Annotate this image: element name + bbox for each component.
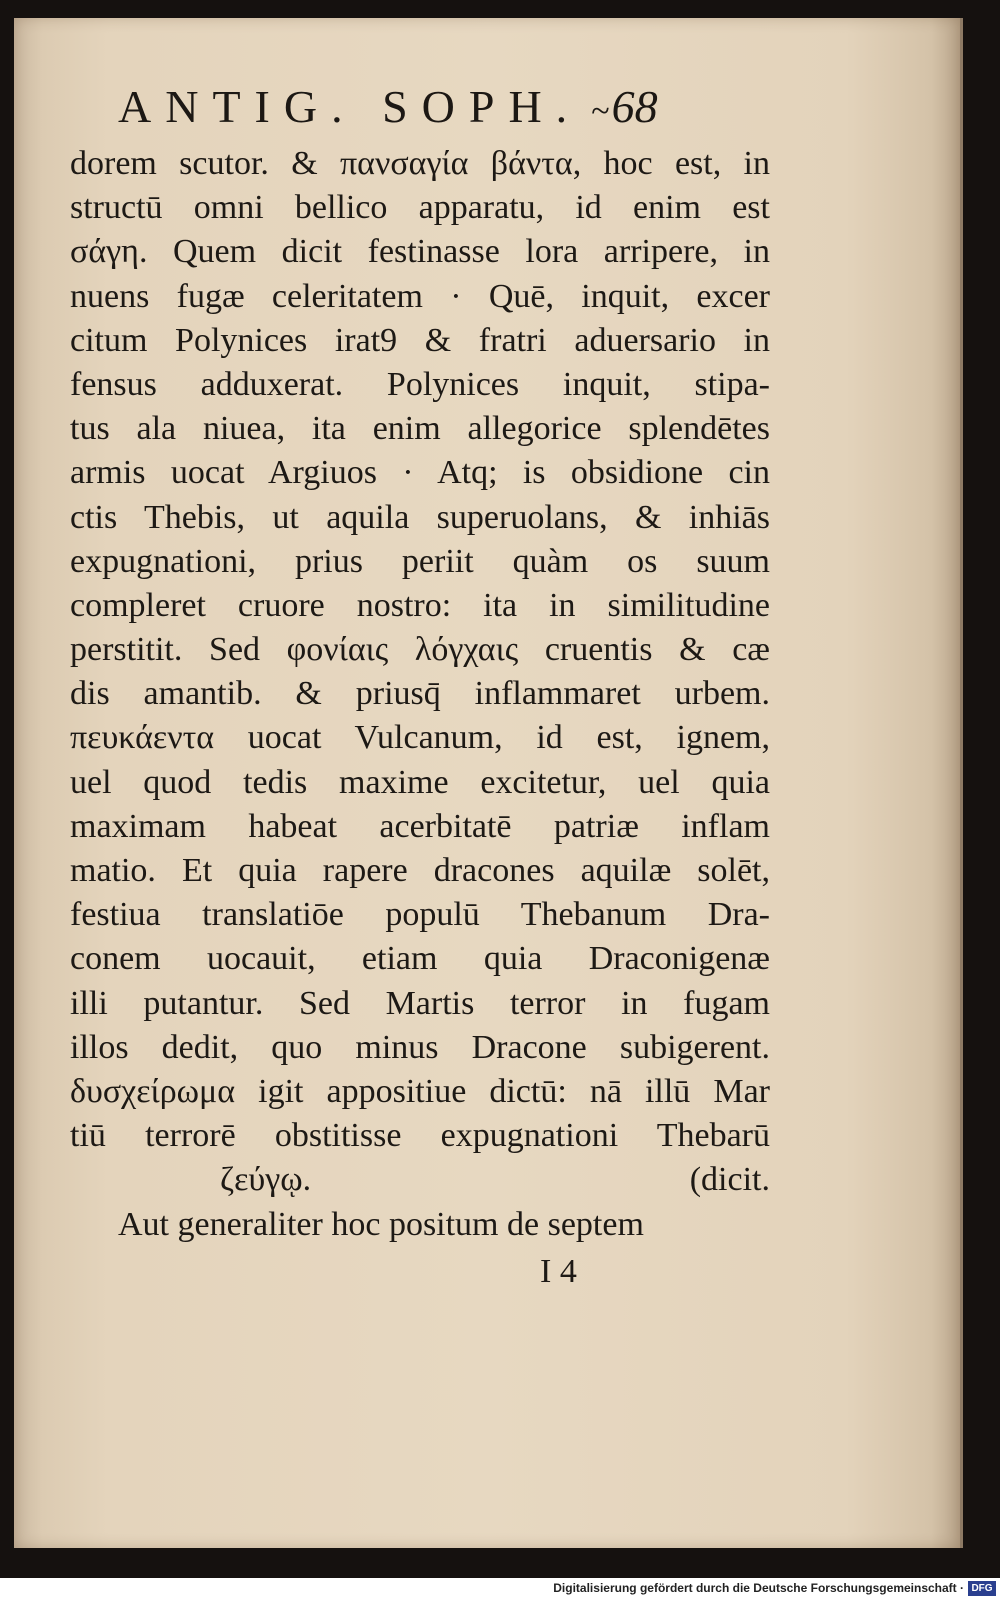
text-line: uel quod tedis maxime excitetur, uel quia xyxy=(70,763,770,801)
text-line: dorem scutor. & πανσαγία βάντα, hoc est, in xyxy=(70,145,770,182)
text-line: festiua translatiōe populū Thebanum Dra- xyxy=(70,896,770,934)
text-line: tus ala niuea, ita enim allegorice splendētes xyxy=(70,410,770,448)
text-line-short xyxy=(70,1158,770,1202)
text-line: armis uocat Argiuos · Atq; is obsidione cin xyxy=(70,454,770,492)
text-line: πευκάεντα uocat Vulcanum, id est, ignem, xyxy=(70,719,770,757)
text-line: matio. Et quia rapere dracones aquilæ solēt, xyxy=(70,852,770,889)
text-line: expugnationi, prius periit quàm os suum xyxy=(70,542,770,580)
text-line: nuens fugæ celeritatem · Quē, inquit, excer xyxy=(70,277,770,315)
text-line: maximam habeat acerbitatē patriæ inflam xyxy=(70,807,770,845)
text-line: compleret cruore nostro: ita in similitudine xyxy=(70,586,770,624)
text-line: δυσχείρωμα igit appositiue dictū: nā illū Mar xyxy=(70,1072,770,1110)
footer-credit: Digitalisierung gefördert durch die Deutsche Forschungsgemeinschaft · xyxy=(553,1581,964,1595)
text-line: illi putantur. Sed Martis terror in fugam xyxy=(70,984,770,1022)
text-line: fensus adduxerat. Polynices inquit, stipa- xyxy=(70,365,770,403)
page-number: 68 xyxy=(611,81,658,132)
text-line: ctis Thebis, ut aquila superuolans, & inhiās xyxy=(70,498,770,536)
body-text xyxy=(70,142,770,1247)
signature-mark: I 4 xyxy=(540,1253,577,1290)
short-line-end: (dicit. xyxy=(689,1161,770,1199)
text-line-paragraph-start: Aut generaliter hoc positum de septem xyxy=(118,1205,644,1243)
short-line-greek: ζεύγῳ. xyxy=(220,1161,312,1199)
header-ornament: ~ xyxy=(591,93,610,130)
text-line: tiū terrorē obstitisse expugnationi Thebarū xyxy=(70,1117,770,1155)
text-line: perstitit. Sed φονίαις λόγχαις cruentis & cæ xyxy=(70,631,770,669)
header-title: ANTIG. SOPH. xyxy=(118,81,582,132)
text-line: structū omni bellico apparatu, id enim est xyxy=(70,189,770,227)
dfg-logo-icon: DFG xyxy=(968,1581,996,1596)
text-line: dis amantib. & priusq̄ inflammaret urbem. xyxy=(70,675,770,713)
text-line: illos dedit, quo minus Dracone subigerent. xyxy=(70,1028,770,1066)
running-header xyxy=(118,80,758,140)
footer-bar xyxy=(0,1578,1000,1601)
text-line: σάγη. Quem dicit festinasse lora arripere, in xyxy=(70,233,770,271)
text-line: citum Polynices irat9 & fratri aduersario in xyxy=(70,321,770,359)
text-line: conem uocauit, etiam quia Draconigenæ xyxy=(70,940,770,978)
